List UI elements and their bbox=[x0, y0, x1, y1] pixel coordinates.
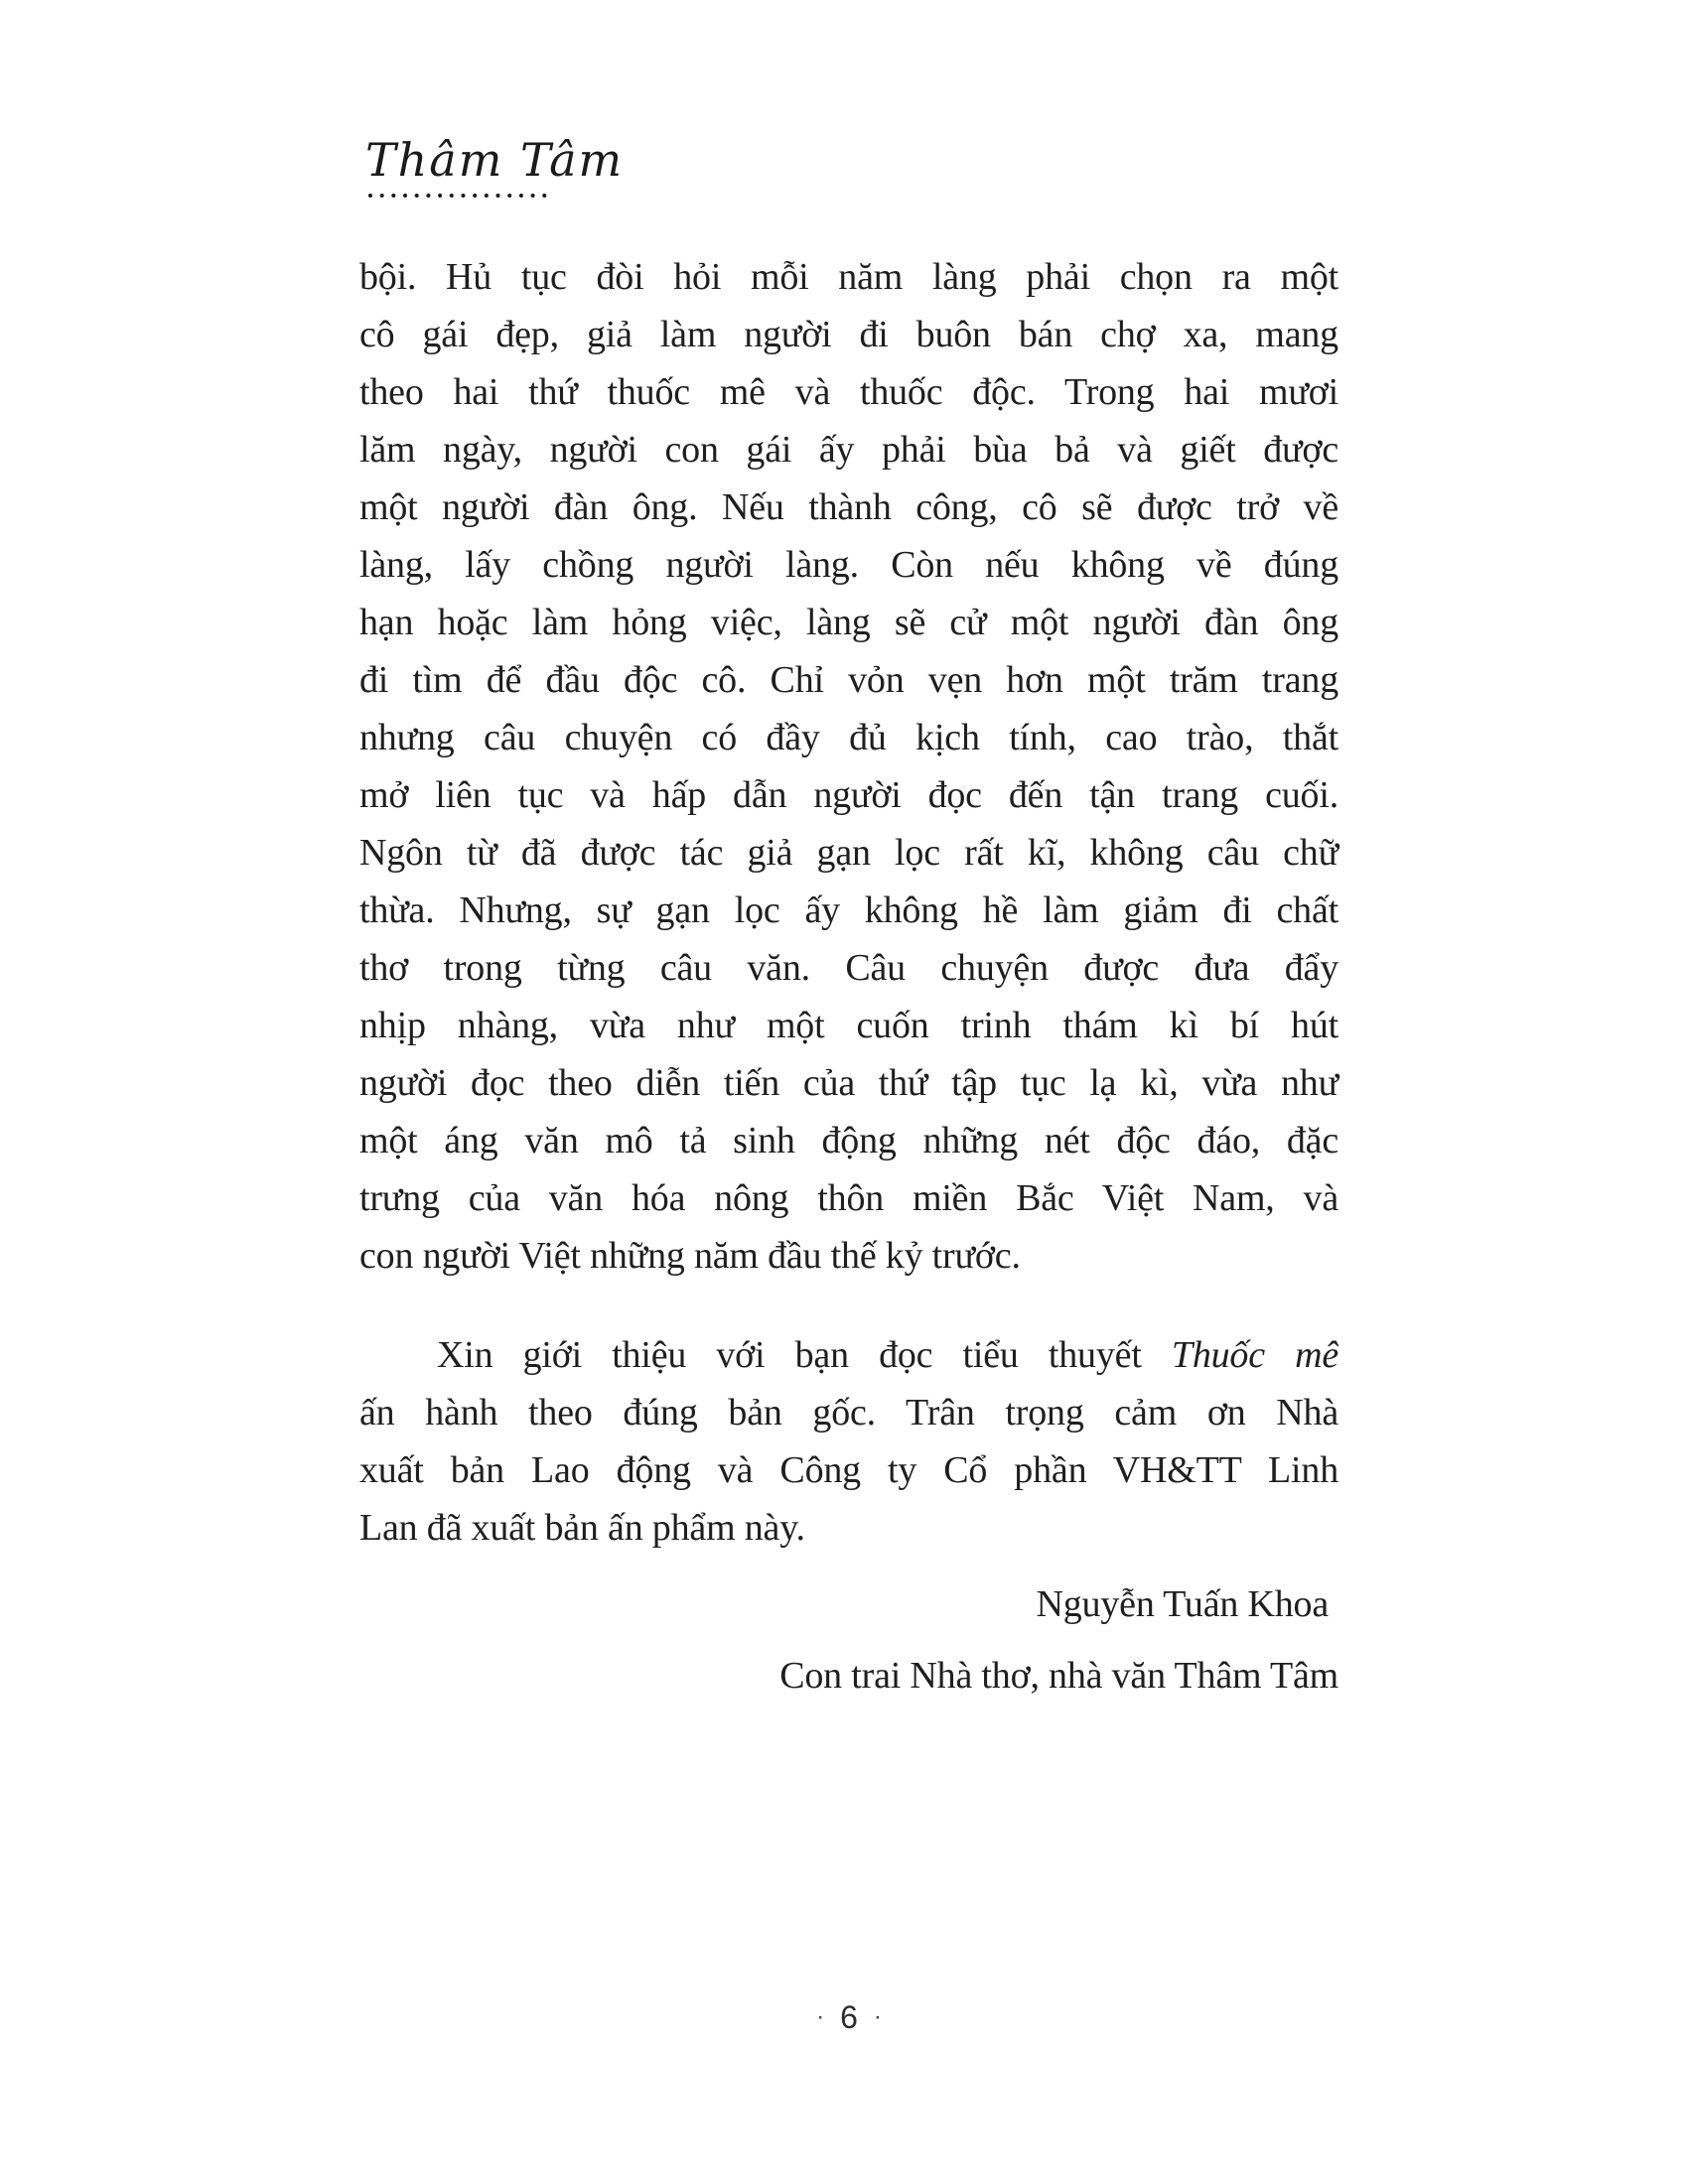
text-line: theo hai thứ thuốc mê và thuốc độc. Trong hai mươi bbox=[359, 371, 1338, 413]
text-line: đi tìm để đầu độc cô. Chỉ vỏn vẹn hơn một trăm trang bbox=[359, 659, 1338, 701]
text-line: cô gái đẹp, giả làm người đi buôn bán chợ xa, mang bbox=[359, 314, 1338, 355]
running-head bbox=[365, 133, 625, 199]
text-line: Ngôn từ đã được tác giả gạn lọc rất kĩ, không câu chữ bbox=[359, 832, 1338, 874]
text-line: nhưng câu chuyện có đầy đủ kịch tính, cao trào, thắt bbox=[359, 717, 1338, 758]
text-line: con người Việt những năm đầu thế kỷ trước. bbox=[359, 1235, 1021, 1277]
signature-name: Nguyễn Tuấn Khoa bbox=[1036, 1583, 1329, 1625]
text-line bbox=[359, 1326, 1338, 1384]
text-line: Lan đã xuất bản ấn phẩm này. bbox=[359, 1507, 805, 1549]
text-line: thừa. Nhưng, sự gạn lọc ấy không hề làm giảm đi chất bbox=[359, 889, 1338, 931]
text-line: làng, lấy chồng người làng. Còn nếu không về đúng bbox=[359, 544, 1338, 586]
paragraph-2 bbox=[359, 1326, 1338, 1557]
text-line: thơ trong từng câu văn. Câu chuyện được đưa đẩy bbox=[359, 947, 1338, 989]
running-head-author: Thâm Tâm bbox=[365, 133, 625, 187]
text-line: mở liên tục và hấp dẫn người đọc đến tận trang cuối. bbox=[359, 774, 1338, 816]
text-line: người đọc theo diễn tiến của thứ tập tục lạ kì, vừa như bbox=[359, 1062, 1338, 1104]
text-line: nhịp nhàng, vừa như một cuốn trinh thám kì bí hút bbox=[359, 1005, 1338, 1046]
folio-dot-right: · bbox=[873, 2003, 882, 2030]
page-number bbox=[359, 1999, 1338, 2036]
text-line: lăm ngày, người con gái ấy phải bùa bả và giết được bbox=[359, 429, 1338, 471]
text-run: Xin giới thiệu với bạn đọc tiểu thuyết bbox=[437, 1334, 1142, 1376]
text-line: bội. Hủ tục đòi hỏi mỗi năm làng phải chọn ra một bbox=[359, 256, 1338, 298]
folio-number: 6 bbox=[840, 1999, 858, 2035]
text-line: ấn hành theo đúng bản gốc. Trân trọng cảm ơn Nhà bbox=[359, 1392, 1338, 1433]
dotted-rule bbox=[367, 193, 549, 199]
folio-dot-left: · bbox=[816, 2003, 825, 2030]
signature-block bbox=[359, 1569, 1338, 1711]
text-line: một người đàn ông. Nếu thành công, cô sẽ được trở về bbox=[359, 486, 1338, 528]
book-title-italic: Thuốc mê bbox=[1171, 1334, 1338, 1376]
text-line: một áng văn mô tả sinh động những nét độc đáo, đặc bbox=[359, 1120, 1338, 1161]
page-body bbox=[359, 248, 1338, 1711]
text-line: hạn hoặc làm hỏng việc, làng sẽ cử một người đàn ông bbox=[359, 602, 1338, 643]
text-line: trưng của văn hóa nông thôn miền Bắc Việt Nam, và bbox=[359, 1177, 1338, 1219]
signature-role: Con trai Nhà thơ, nhà văn Thâm Tâm bbox=[779, 1655, 1338, 1697]
text-line: xuất bản Lao động và Công ty Cổ phần VH&TT Linh bbox=[359, 1449, 1338, 1491]
paragraph-1 bbox=[359, 248, 1338, 1285]
